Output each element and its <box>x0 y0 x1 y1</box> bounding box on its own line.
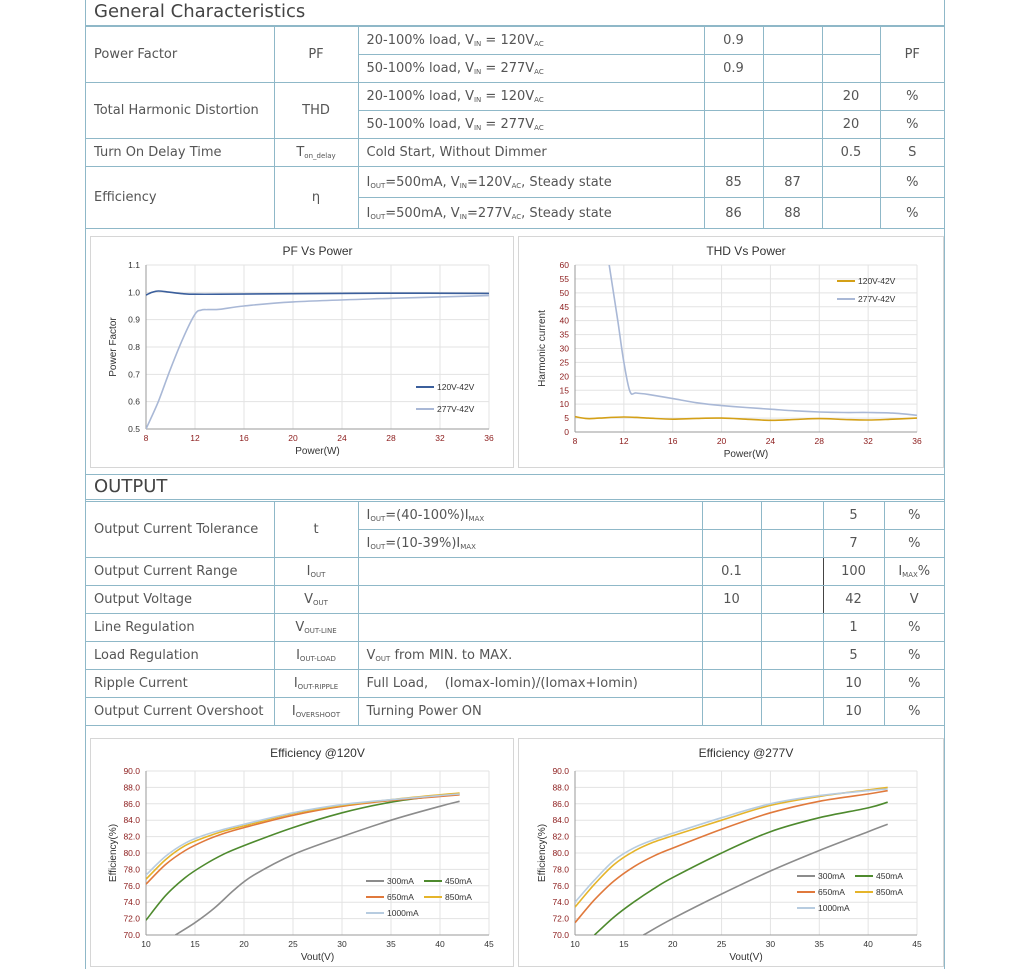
y-tick-label: 90.0 <box>552 766 569 776</box>
condition-cell: 50-100% load, $V_{IN} = 277V_{AC}$ <box>358 111 704 139</box>
table-row <box>86 642 944 670</box>
condition-cell: $I_{OUT}=500mA$, $V_{IN}=277V_{AC}$, Steady state <box>358 198 704 229</box>
typ-value <box>763 83 822 111</box>
y-tick-label: 0.7 <box>128 369 140 380</box>
unit-cell: % <box>884 502 944 530</box>
x-tick-label: 30 <box>765 939 776 949</box>
efficiency-120v-chart <box>91 739 513 966</box>
min-value: 0.9 <box>704 55 763 83</box>
min-value <box>704 111 763 139</box>
condition-cell: $I_{OUT}=(10-39\%)I_{MAX}$ <box>358 530 702 558</box>
x-tick-label: 20 <box>288 433 298 443</box>
x-tick-label: 24 <box>337 433 347 443</box>
y-tick-label: 35 <box>559 329 569 340</box>
legend-label: 1000mA <box>818 903 850 913</box>
max-value <box>822 27 880 55</box>
y-tick-label: 80.0 <box>552 848 569 858</box>
condition-cell: $I_{OUT}=(40-100\%)I_{MAX}$ <box>358 502 702 530</box>
x-axis-label: Vout(V) <box>300 952 335 963</box>
x-tick-label: 16 <box>667 436 678 446</box>
min-value: 10 <box>702 586 761 614</box>
symbol-iout-ripple: $I_{OUT-RIPPLE}$ <box>274 670 358 698</box>
y-tick-label: 76.0 <box>552 880 569 891</box>
series-line-277V-42V <box>609 265 917 415</box>
typ-value: 87 <box>763 167 822 198</box>
legend-label: 120V-42V <box>858 276 896 286</box>
x-tick-label: 45 <box>484 939 494 949</box>
x-tick-label: 45 <box>912 939 922 949</box>
y-tick-label: 55 <box>559 273 569 284</box>
condition-cell: Cold Start, Without Dimmer <box>358 139 704 167</box>
param-voltage: Output Voltage <box>86 586 274 614</box>
param-ripple: Ripple Current <box>86 670 274 698</box>
unit-cell: % <box>884 642 944 670</box>
condition-cell: $V_{OUT}$ from MIN. to MAX. <box>358 642 702 670</box>
legend-label: 650mA <box>818 887 845 897</box>
unit-cell: V <box>884 586 944 614</box>
param-tolerance: Output Current Tolerance <box>86 502 274 558</box>
symbol-vout-line: $V_{OUT-LINE}$ <box>274 614 358 642</box>
unit-cell: % <box>884 670 944 698</box>
thd-chart-box <box>518 236 944 468</box>
x-tick-label: 8 <box>572 436 578 446</box>
condition-cell: 20-100% load, $V_{IN} = 120V_{AC}$ <box>358 27 704 55</box>
series-line-1000mA <box>146 794 460 875</box>
x-tick-label: 12 <box>190 433 200 443</box>
param-overshoot: Output Current Overshoot <box>86 698 274 726</box>
symbol-eta: η <box>274 167 358 229</box>
thd-vs-power-chart <box>519 237 943 467</box>
min-value <box>702 530 761 558</box>
legend-label: 850mA <box>876 887 903 897</box>
param-line-regulation: Line Regulation <box>86 614 274 642</box>
y-tick-label: 45 <box>559 301 569 312</box>
max-value: 5 <box>823 642 884 670</box>
table-row <box>86 27 944 55</box>
typ-value: 88 <box>763 198 822 229</box>
y-tick-label: 82.0 <box>123 831 140 842</box>
legend-label: 450mA <box>445 876 472 886</box>
table-row <box>86 83 944 111</box>
unit-cell: % <box>884 614 944 642</box>
y-tick-label: 60 <box>559 260 569 270</box>
x-tick-label: 8 <box>143 433 149 443</box>
unit-cell: % <box>880 198 944 229</box>
unit-cell: $I_{MAX}\%$ <box>884 558 944 586</box>
y-tick-label: 10 <box>559 399 569 410</box>
y-tick-label: 84.0 <box>123 815 140 826</box>
param-power-factor: Power Factor <box>86 27 274 83</box>
max-value: 0.5 <box>822 139 880 167</box>
typ-value <box>761 698 823 726</box>
chart-title: Efficiency @120V <box>270 746 365 760</box>
pf-chart-box <box>90 236 514 468</box>
x-tick-label: 20 <box>716 436 727 446</box>
legend-label: 277V-42V <box>858 294 896 304</box>
max-value: 5 <box>823 502 884 530</box>
typ-value <box>761 614 823 642</box>
typ-value <box>763 139 822 167</box>
symbol-vout: $V_{OUT}$ <box>274 586 358 614</box>
min-value <box>704 83 763 111</box>
table-row <box>86 139 944 167</box>
typ-value <box>761 530 823 558</box>
param-range: Output Current Range <box>86 558 274 586</box>
condition-cell <box>358 586 702 614</box>
max-value: 100 <box>823 558 884 586</box>
y-axis-label: Efficiency(%) <box>108 823 119 883</box>
x-tick-label: 40 <box>863 939 873 949</box>
unit-cell: PF <box>880 27 944 83</box>
param-load-regulation: Load Regulation <box>86 642 274 670</box>
y-tick-label: 5 <box>564 413 569 424</box>
y-tick-label: 84.0 <box>552 815 569 826</box>
unit-cell: S <box>880 139 944 167</box>
y-tick-label: 76.0 <box>123 880 140 891</box>
min-value <box>702 614 761 642</box>
y-tick-label: 40 <box>559 315 569 326</box>
eff277-chart-box <box>518 738 944 967</box>
symbol-ton: $T_{on\_delay}$ <box>274 139 358 167</box>
general-spec-table <box>86 26 944 229</box>
x-tick-label: 36 <box>912 436 922 446</box>
min-value <box>702 502 761 530</box>
x-tick-label: 32 <box>435 433 445 443</box>
y-tick-label: 0 <box>564 427 569 437</box>
y-axis-label: Harmonic current <box>537 310 548 387</box>
unit-cell: % <box>880 111 944 139</box>
x-tick-label: 16 <box>239 433 249 443</box>
table-row <box>86 558 944 586</box>
min-value: 86 <box>704 198 763 229</box>
min-value: 0.1 <box>702 558 761 586</box>
symbol-thd: THD <box>274 83 358 139</box>
x-tick-label: 25 <box>716 939 727 949</box>
y-tick-label: 0.6 <box>128 396 140 407</box>
legend-label: 120V-42V <box>437 382 475 392</box>
y-tick-label: 20 <box>559 371 569 382</box>
max-value: 20 <box>822 83 880 111</box>
y-tick-label: 72.0 <box>552 913 569 924</box>
y-tick-label: 78.0 <box>552 864 569 875</box>
condition-cell <box>358 614 702 642</box>
x-tick-label: 10 <box>570 939 580 949</box>
x-axis-label: Vout(V) <box>729 952 763 963</box>
table-row <box>86 698 944 726</box>
legend-label: 300mA <box>387 876 414 886</box>
y-tick-label: 74.0 <box>552 897 569 908</box>
unit-cell: % <box>884 530 944 558</box>
legend-label: 277V-42V <box>437 404 475 414</box>
max-value: 10 <box>823 670 884 698</box>
table-row <box>86 614 944 642</box>
y-tick-label: 82.0 <box>552 831 569 842</box>
y-tick-label: 90.0 <box>123 766 140 776</box>
condition-cell: 50-100% load, $V_{IN} = 277V_{AC}$ <box>358 55 704 83</box>
x-tick-label: 15 <box>190 939 200 949</box>
symbol-pf: PF <box>274 27 358 83</box>
max-value: 42 <box>823 586 884 614</box>
y-axis-label: Efficiency(%) <box>537 823 548 883</box>
param-thd: Total Harmonic Distortion <box>86 83 274 139</box>
table-row <box>86 502 944 530</box>
min-value <box>704 139 763 167</box>
legend-label: 450mA <box>876 871 903 881</box>
x-tick-label: 10 <box>141 939 151 949</box>
y-tick-label: 25 <box>559 357 569 368</box>
condition-cell: 20-100% load, $V_{IN} = 120V_{AC}$ <box>358 83 704 111</box>
x-tick-label: 28 <box>814 436 825 446</box>
y-tick-label: 70.0 <box>552 930 569 940</box>
x-tick-label: 35 <box>814 939 825 949</box>
chart-title: THD Vs Power <box>706 244 786 258</box>
general-characteristics-title: General Characteristics <box>86 0 944 26</box>
table-row <box>86 586 944 614</box>
x-axis-label: Power(W) <box>723 449 769 460</box>
x-tick-label: 30 <box>337 939 347 949</box>
y-tick-label: 15 <box>559 385 569 396</box>
y-tick-label: 86.0 <box>123 798 140 809</box>
y-tick-label: 88.0 <box>123 782 140 793</box>
unit-cell: % <box>880 83 944 111</box>
eff120-chart-box <box>90 738 514 967</box>
series-line-1000mA <box>575 789 888 902</box>
y-tick-label: 86.0 <box>552 798 569 809</box>
table-row <box>86 167 944 198</box>
min-value: 0.9 <box>704 27 763 55</box>
y-tick-label: 0.9 <box>128 314 140 325</box>
pf-vs-power-chart <box>91 237 513 467</box>
condition-cell: Turning Power ON <box>358 698 702 726</box>
typ-value <box>761 586 823 614</box>
output-spec-table <box>86 501 944 726</box>
y-tick-label: 0.8 <box>128 342 140 352</box>
y-tick-label: 0.5 <box>128 424 140 434</box>
output-title: OUTPUT <box>86 474 944 500</box>
table-row <box>86 670 944 698</box>
y-tick-label: 78.0 <box>123 864 140 875</box>
max-value <box>822 167 880 198</box>
x-tick-label: 20 <box>239 939 249 949</box>
typ-value <box>763 111 822 139</box>
unit-cell: % <box>884 698 944 726</box>
legend-label: 850mA <box>445 892 472 902</box>
min-value <box>702 698 761 726</box>
x-tick-label: 12 <box>619 436 629 446</box>
typ-value <box>761 558 823 586</box>
legend-label: 1000mA <box>387 908 419 918</box>
y-tick-label: 30 <box>559 343 569 354</box>
condition-cell: Full Load, (Iomax-Iomin)/(Iomax+Iomin) <box>358 670 702 698</box>
typ-value <box>763 55 822 83</box>
x-tick-label: 15 <box>619 939 629 949</box>
x-tick-label: 25 <box>288 939 298 949</box>
y-axis-label: Power Factor <box>108 317 119 377</box>
typ-value <box>761 670 823 698</box>
condition-cell: $I_{OUT}=500mA$, $V_{IN}=120V_{AC}$, Steady state <box>358 167 704 198</box>
max-value: 20 <box>822 111 880 139</box>
max-value <box>822 198 880 229</box>
chart-title: Efficiency @277V <box>698 746 794 760</box>
symbol-iout: $I_{OUT}$ <box>274 558 358 586</box>
symbol-overshoot: $I_{OVERSHOOT}$ <box>274 698 358 726</box>
legend-label: 300mA <box>818 871 845 881</box>
y-tick-label: 50 <box>559 287 569 298</box>
x-tick-label: 24 <box>765 436 776 446</box>
typ-value <box>763 27 822 55</box>
y-tick-label: 1.0 <box>128 287 140 298</box>
symbol-iout-load: $I_{OUT-LOAD}$ <box>274 642 358 670</box>
x-tick-label: 36 <box>484 433 494 443</box>
efficiency-277v-chart <box>519 739 943 966</box>
y-tick-label: 80.0 <box>123 848 140 858</box>
x-tick-label: 20 <box>667 939 678 949</box>
max-value: 1 <box>823 614 884 642</box>
y-tick-label: 1.1 <box>128 260 140 270</box>
min-value <box>702 670 761 698</box>
unit-cell: % <box>880 167 944 198</box>
legend-label: 650mA <box>387 892 414 902</box>
x-axis-label: Power(W) <box>295 446 340 457</box>
y-tick-label: 70.0 <box>123 930 140 940</box>
param-efficiency: Efficiency <box>86 167 274 229</box>
x-tick-label: 32 <box>863 436 873 446</box>
x-tick-label: 40 <box>435 939 445 949</box>
condition-cell <box>358 558 702 586</box>
chart-title: PF Vs Power <box>282 244 353 258</box>
min-value <box>702 642 761 670</box>
x-tick-label: 28 <box>386 433 396 443</box>
max-value <box>822 55 880 83</box>
typ-value <box>761 502 823 530</box>
max-value: 10 <box>823 698 884 726</box>
typ-value <box>761 642 823 670</box>
max-value: 7 <box>823 530 884 558</box>
y-tick-label: 72.0 <box>123 913 140 924</box>
y-tick-label: 88.0 <box>552 782 569 793</box>
series-line-120V-42V <box>146 291 489 295</box>
y-tick-label: 74.0 <box>123 897 140 908</box>
min-value: 85 <box>704 167 763 198</box>
param-turn-on-delay: Turn On Delay Time <box>86 139 274 167</box>
symbol-t: t <box>274 502 358 558</box>
x-tick-label: 35 <box>386 939 396 949</box>
